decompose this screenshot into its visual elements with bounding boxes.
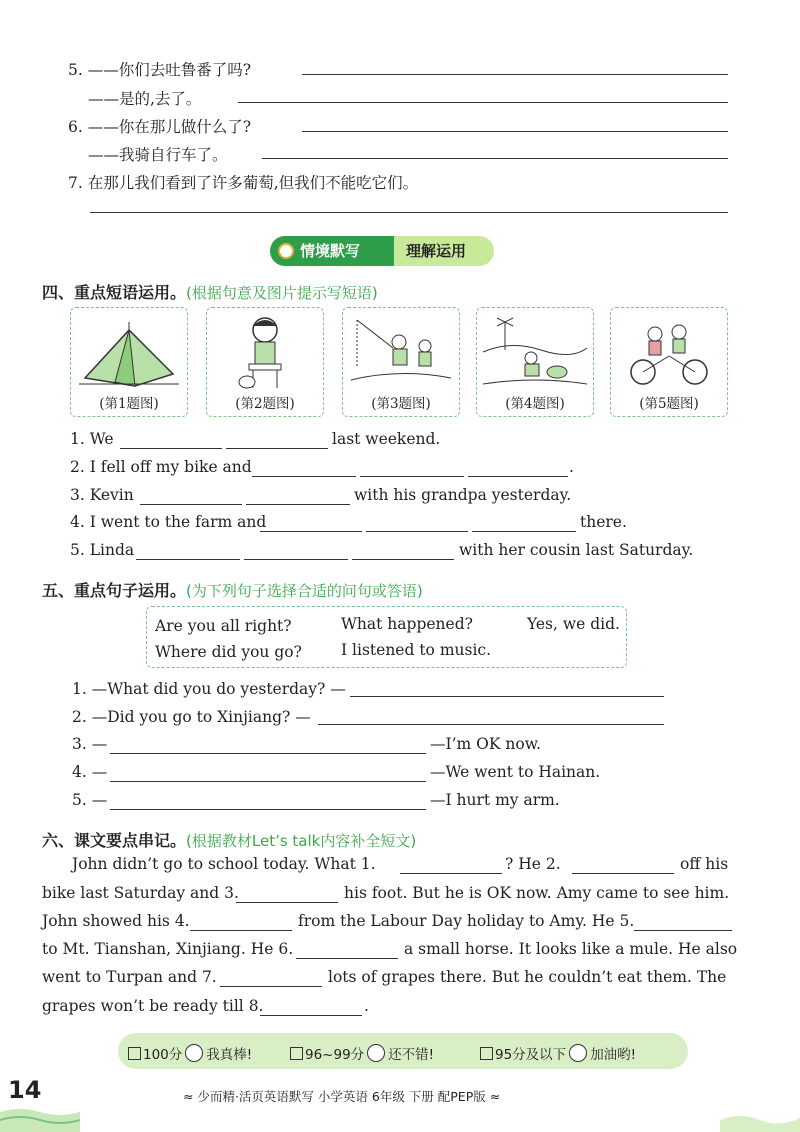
answer-line[interactable] <box>360 476 464 477</box>
caption-2: (第2题图) <box>235 396 295 412</box>
option-item: Are you all right? <box>155 617 292 635</box>
s6-line6b: . <box>364 997 369 1015</box>
option-item: What happened? <box>341 615 473 633</box>
bike-riding-icon <box>615 312 723 392</box>
book-info: ≈ 少而精·活页英语默写 小学英语 6年级 下册 配PEP版 ≈ <box>183 1089 501 1104</box>
answer-line[interactable] <box>296 958 398 959</box>
answer-line[interactable] <box>260 531 362 532</box>
answer-line[interactable] <box>136 559 240 560</box>
answer-line[interactable] <box>468 476 568 477</box>
answer-line[interactable] <box>110 753 426 754</box>
s6-line3a: John showed his 4. <box>42 912 190 930</box>
answer-line[interactable] <box>226 448 328 449</box>
picture-4 <box>476 307 594 417</box>
medal-icon <box>278 243 294 259</box>
answer-line[interactable] <box>260 1015 362 1016</box>
page-number: 14 <box>8 1076 42 1104</box>
answer-line[interactable] <box>366 531 468 532</box>
answer-line[interactable] <box>350 696 664 697</box>
score-95 <box>480 1043 636 1063</box>
section-4-heading <box>42 280 378 303</box>
score-96-label: 96~99分 <box>305 1047 365 1063</box>
answer-line[interactable] <box>190 930 292 931</box>
s4-q4-text: 4. I went to the farm and <box>70 513 267 531</box>
happy-face-icon <box>367 1044 385 1062</box>
picture-1 <box>70 307 188 417</box>
s5-q3-end: —I’m OK now. <box>430 735 542 753</box>
sad-boy-icon <box>211 312 319 392</box>
s6-line1b: ? He 2. <box>505 855 561 873</box>
answer-line[interactable] <box>302 131 728 132</box>
s4-q1-end: last weekend. <box>332 430 441 448</box>
answer-line[interactable] <box>352 559 454 560</box>
score-95-label: 95分及以下 <box>495 1047 567 1063</box>
wave-decoration-icon <box>0 1106 80 1132</box>
answer-line[interactable] <box>262 158 728 159</box>
checkbox[interactable] <box>480 1047 493 1060</box>
s6-line4a: to Mt. Tianshan, Xinjiang. He 6. <box>42 940 294 958</box>
s6-line1a: John didn’t go to school today. What 1. <box>72 855 376 873</box>
s4-q5-end: with her cousin last Saturday. <box>459 541 694 559</box>
section-4-instruction: (根据句意及图片提示写短语) <box>186 284 378 302</box>
farm-icon <box>481 312 589 392</box>
s4-q3-end: with his grandpa yesterday. <box>354 486 572 504</box>
s5-q2-text: 2. —Did you go to Xinjiang? — <box>72 708 311 726</box>
banner-left <box>270 236 394 266</box>
s4-q2-end: . <box>569 458 574 476</box>
s6-line5a: went to Turpan and 7. <box>42 968 217 986</box>
answer-line[interactable] <box>246 504 350 505</box>
checkbox[interactable] <box>290 1047 303 1060</box>
smile-face-icon <box>185 1044 203 1062</box>
s4-q2-text: 2. I fell off my bike and <box>70 458 252 476</box>
q6-answer: ——我骑自行车了。 <box>88 146 228 164</box>
q5-question: 5. ——你们去吐鲁番了吗? <box>68 61 252 79</box>
caption-1: (第1题图) <box>99 396 159 412</box>
s5-q4-text: 4. — <box>72 763 108 781</box>
answer-line[interactable] <box>140 504 242 505</box>
answer-line[interactable] <box>472 531 576 532</box>
section-6-instruction: (根据教材Let’s talk内容补全短文) <box>186 832 417 850</box>
answer-line[interactable] <box>236 902 338 903</box>
score-96 <box>290 1043 434 1063</box>
section-5-instruction: (为下列句子选择合适的问句或答语) <box>186 582 423 600</box>
section-banner <box>270 236 494 266</box>
answer-line[interactable] <box>220 986 322 987</box>
answer-line[interactable] <box>110 809 426 810</box>
answer-line[interactable] <box>252 476 356 477</box>
options-box <box>146 606 627 668</box>
banner-right: 理解运用 <box>394 236 494 266</box>
s4-q1-text: 1. We <box>70 430 114 448</box>
banner-left-label: 情境默写 <box>300 242 361 260</box>
s5-q1-text: 1. —What did you do yesterday? — <box>72 680 346 698</box>
option-item: I listened to music. <box>341 641 492 659</box>
s6-line5b: lots of grapes there. But he couldn’t eat them. The <box>328 968 727 986</box>
s5-q3-text: 3. — <box>72 735 108 753</box>
answer-line[interactable] <box>400 873 502 874</box>
section-6-heading <box>42 828 416 851</box>
answer-line[interactable] <box>302 74 728 75</box>
tent-icon <box>75 312 183 392</box>
score-96-msg: 还不错! <box>388 1047 435 1063</box>
answer-line[interactable] <box>238 102 728 103</box>
s6-line6a: grapes won’t be ready till 8. <box>42 997 264 1015</box>
answer-line[interactable] <box>120 448 222 449</box>
fishing-icon <box>347 312 455 392</box>
answer-line[interactable] <box>572 873 674 874</box>
picture-3 <box>342 307 460 417</box>
answer-line[interactable] <box>110 781 426 782</box>
score-95-msg: 加油哟! <box>590 1047 637 1063</box>
picture-2 <box>206 307 324 417</box>
option-item: Where did you go? <box>155 643 302 661</box>
answer-line[interactable] <box>318 724 664 725</box>
s5-q4-end: —We went to Hainan. <box>430 763 601 781</box>
s6-line2a: bike last Saturday and 3. <box>42 884 239 902</box>
s4-q3-text: 3. Kevin <box>70 486 134 504</box>
q7-sentence: 7. 在那儿我们看到了许多葡萄,但我们不能吃它们。 <box>68 174 419 192</box>
s4-q4-end: there. <box>580 513 627 531</box>
s5-q5-end: —I hurt my arm. <box>430 791 560 809</box>
score-100 <box>128 1043 252 1063</box>
option-item: Yes, we did. <box>527 615 620 633</box>
caption-5: (第5题图) <box>639 396 699 412</box>
caption-3: (第3题图) <box>371 396 431 412</box>
answer-line[interactable] <box>90 212 728 213</box>
answer-line[interactable] <box>634 930 732 931</box>
section-5-title: 五、重点句子运用。 <box>42 581 187 600</box>
checkbox[interactable] <box>128 1047 141 1060</box>
q6-question: 6. ——你在那儿做什么了? <box>68 118 252 136</box>
section-5-heading <box>42 578 423 601</box>
section-6-title: 六、课文要点串记。 <box>42 831 187 850</box>
score-bar <box>118 1033 688 1069</box>
score-100-label: 100分 <box>143 1047 183 1063</box>
wave-decoration-icon <box>720 1110 800 1132</box>
section-4-title: 四、重点短语运用。 <box>42 283 187 302</box>
s6-line1c: off his <box>680 855 729 873</box>
s6-line2b: his foot. But he is OK now. Amy came to see him. <box>344 884 730 902</box>
picture-5 <box>610 307 728 417</box>
s6-line3b: from the Labour Day holiday to Amy. He 5. <box>298 912 635 930</box>
q5-answer: ——是的,去了。 <box>88 90 202 108</box>
score-100-msg: 我真棒! <box>206 1047 253 1063</box>
s6-line4b: a small horse. It looks like a mule. He also <box>404 940 738 958</box>
s4-q5-text: 5. Linda <box>70 541 135 559</box>
answer-line[interactable] <box>244 559 348 560</box>
s5-q5-text: 5. — <box>72 791 108 809</box>
caption-4: (第4题图) <box>505 396 565 412</box>
cheer-face-icon <box>569 1044 587 1062</box>
